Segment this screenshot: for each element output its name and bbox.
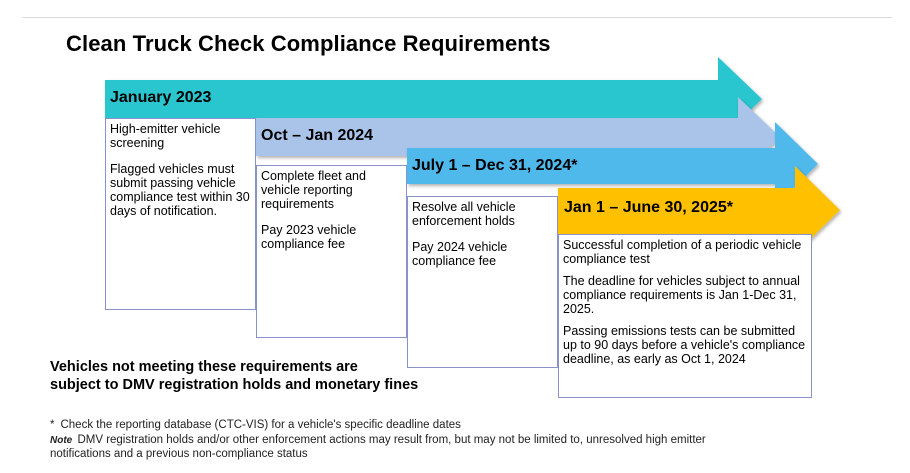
note-text-line2: notifications and a previous non-compliance status [50,448,308,460]
phase-item: Resolve all vehicle enforcement holds [412,200,516,228]
note-text-line1: DMV registration holds and/or other enforcement actions may result from, but may not be limited to, unresolved high emitter [77,434,706,446]
phase-details-1 [105,118,256,310]
phase-label-4: Jan 1 – June 30, 2025* [564,199,733,216]
phase-label-2: Oct – Jan 2024 [261,127,374,144]
footnote-note [50,433,706,448]
phase-details-4 [558,234,812,398]
phase-item: Pay 2023 vehicle compliance fee [261,223,357,251]
phase-details-2 [256,165,407,338]
phase-item: Passing emissions tests can be submitted up to 90 days before a vehicle's compliance deadline, as early as Oct 1, 2024 [563,324,806,366]
asterisk-marker: * [50,419,55,431]
phase-item: Complete fleet and vehicle reporting requirements [261,169,366,211]
phase-item: Pay 2024 vehicle compliance fee [412,240,508,268]
phase-item: The deadline for vehicles subject to annual compliance requirements is Jan 1-Dec 31, 2025. [563,274,800,316]
phase-details-3 [407,196,558,368]
footnote-asterisk [50,418,461,432]
phase-label-1: January 2023 [110,89,212,106]
phase-item: Successful completion of a periodic vehicle compliance test [563,238,802,266]
phase-item: High-emitter vehicle screening [110,122,221,150]
penalty-warning [50,358,418,394]
page-title: Clean Truck Check Compliance Requirements [66,31,551,56]
penalty-warning-line2: subject to DMV registration holds and monetary fines [50,377,419,393]
phase-item: Flagged vehicles must submit passing vehicle compliance test within 30 days of notification. [110,162,250,218]
penalty-warning-line1: Vehicles not meeting these requirements are [50,359,358,375]
phase-label-3: July 1 – Dec 31, 2024* [412,157,578,174]
note-label: Note [50,435,73,446]
asterisk-text: Check the reporting database (CTC-VIS) for a vehicle's specific deadline dates [60,419,461,431]
